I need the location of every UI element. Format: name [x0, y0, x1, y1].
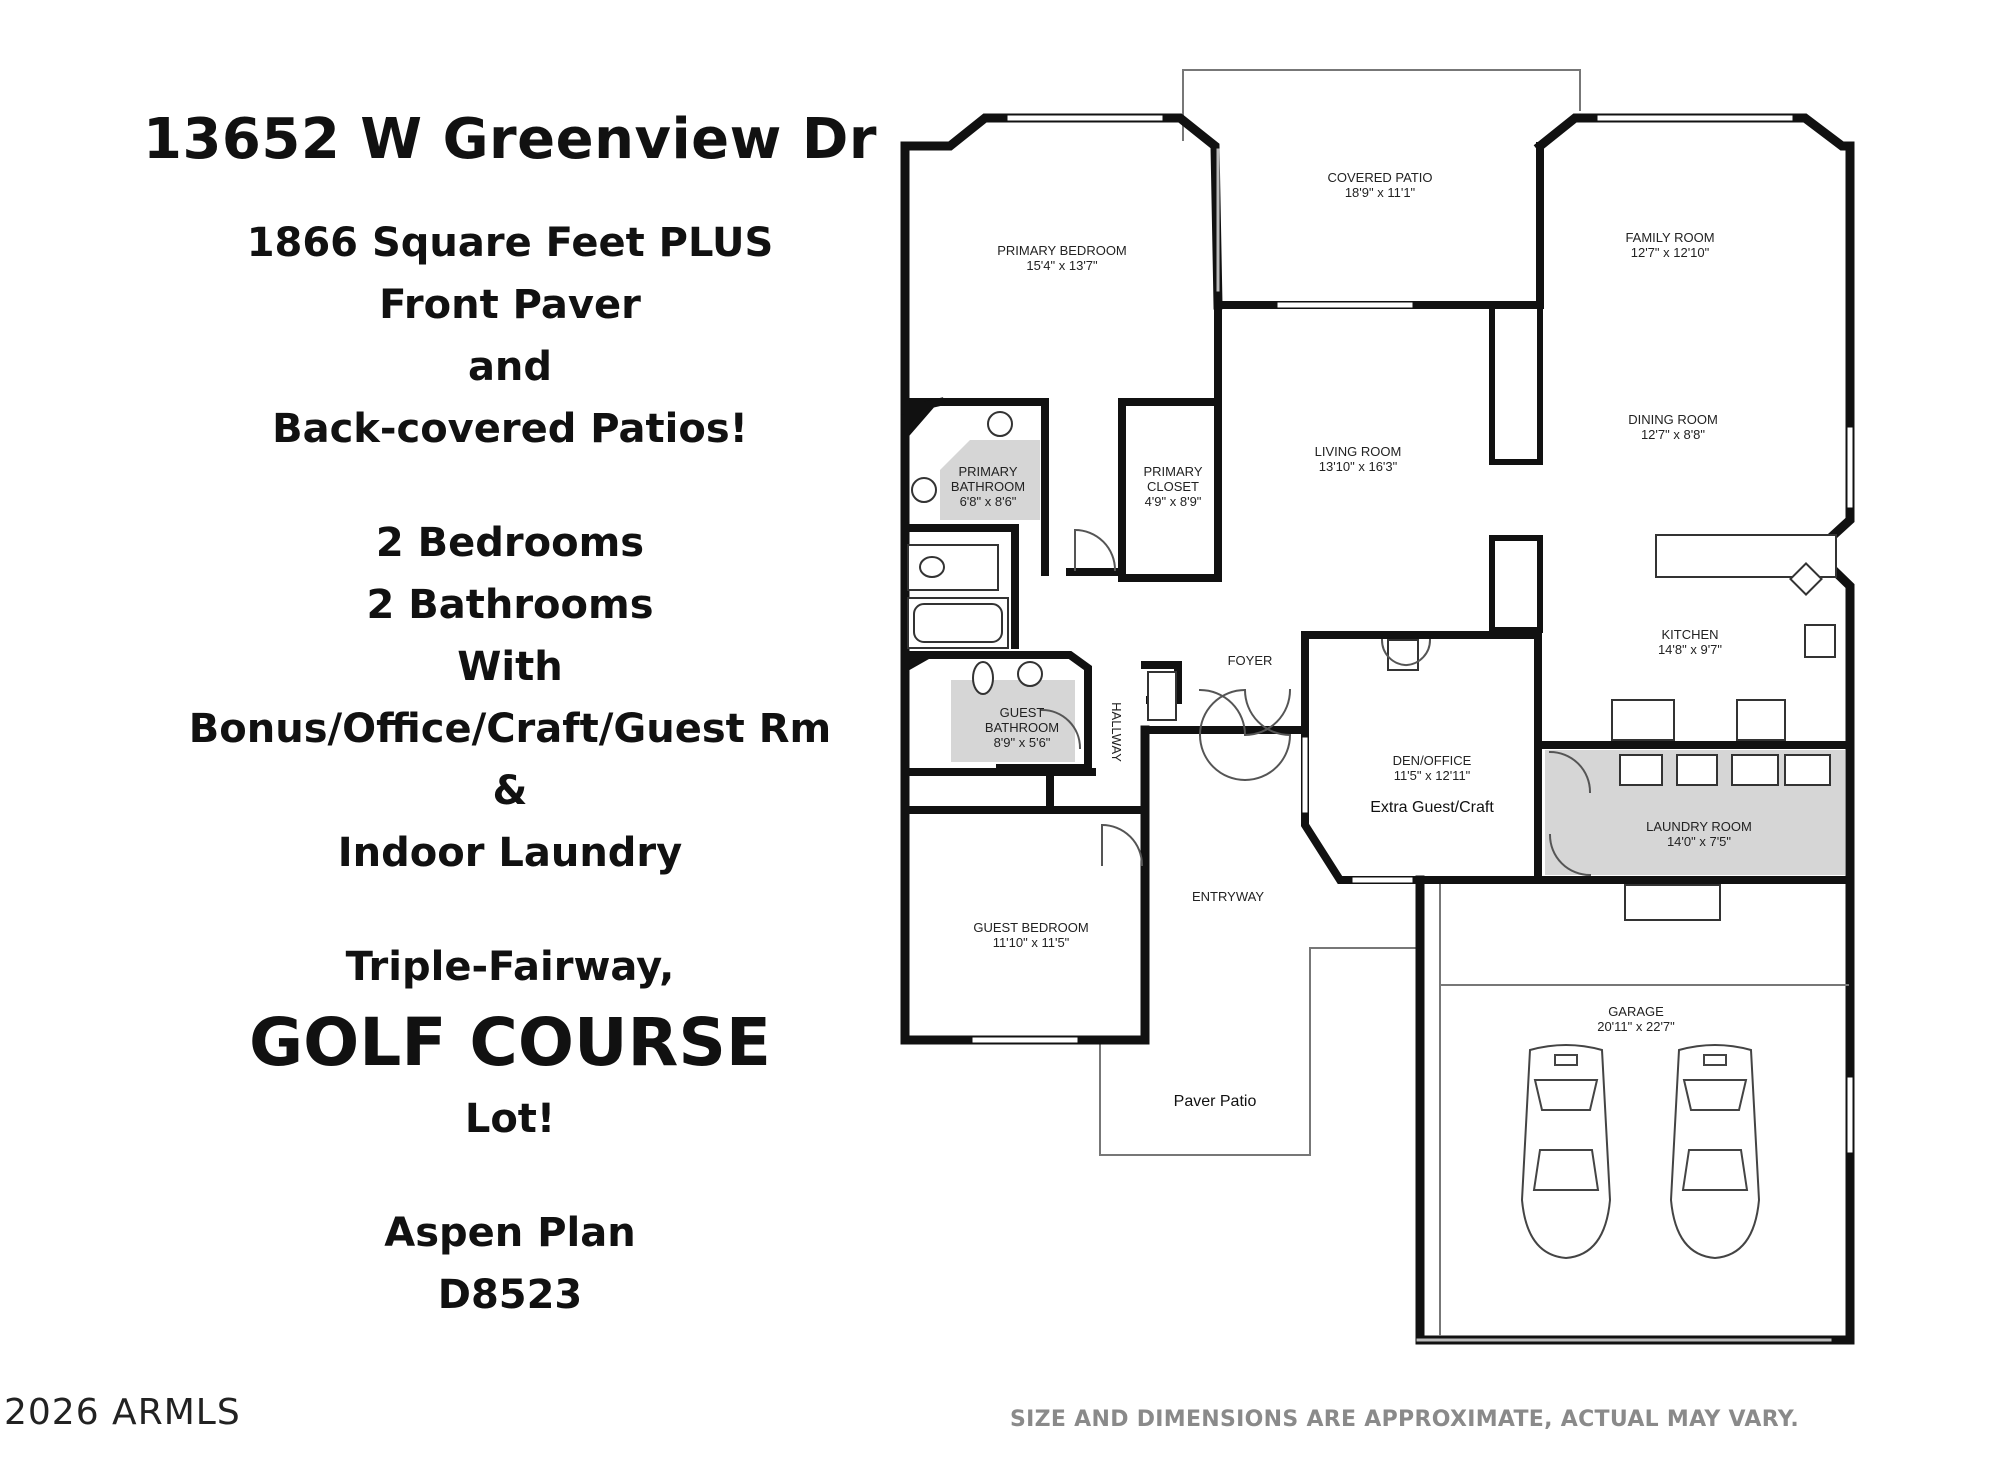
feature-line: and: [467, 344, 553, 390]
room-name: PRIMARY BEDROOM: [997, 243, 1127, 258]
room-size: 14'0" x 7'5": [1666, 834, 1732, 849]
room-size: 11'10" x 11'5": [992, 935, 1070, 950]
copyright-notice: 2026 ARMLS: [4, 1392, 241, 1433]
feature-line: Indoor Laundry: [337, 830, 683, 876]
room-name: LIVING ROOM: [1314, 444, 1402, 459]
garage-lines: [1440, 885, 1848, 1335]
golf-course-headline: GOLF COURSE: [249, 1004, 771, 1081]
feature-line: 2 Bathrooms: [366, 582, 654, 628]
feature-line: With: [457, 644, 563, 690]
room-name: DINING ROOM: [1628, 412, 1718, 427]
room-name: CLOSET: [1146, 479, 1200, 494]
room-name: HALLWAY: [1109, 702, 1124, 762]
car-icon: [1522, 1045, 1610, 1258]
feature-line: Bonus/Office/Craft/Guest Rm: [188, 706, 832, 752]
room-name: DEN/OFFICE: [1392, 753, 1472, 768]
room-size: 12'7" x 12'10": [1630, 245, 1710, 260]
room-size: 20'11" x 22'7": [1597, 1019, 1675, 1034]
car-icon: [1671, 1045, 1759, 1258]
closet-corner: [905, 402, 938, 440]
room-name: BATHROOM: [950, 479, 1026, 494]
feature-line: Back-covered Patios!: [272, 406, 748, 452]
room-size: 12'7" x 8'8": [1640, 427, 1706, 442]
feature-line: Triple-Fairway,: [345, 944, 675, 990]
room-name: GARAGE: [1608, 1004, 1664, 1019]
feature-line: &: [492, 768, 528, 814]
room-name: BATHROOM: [984, 720, 1060, 735]
room-name: LAUNDRY ROOM: [1646, 819, 1752, 834]
room-size: 18'9" x 11'1": [1344, 185, 1416, 200]
feature-line: 2 Bedrooms: [375, 520, 645, 566]
room-name: Paver Patio: [1173, 1093, 1257, 1110]
room-labels: [951, 170, 1752, 1110]
feature-line: Aspen Plan: [384, 1210, 636, 1256]
room-name: COVERED PATIO: [1327, 170, 1433, 185]
room-size: 4'9" x 8'9": [1144, 494, 1202, 509]
room-name: KITCHEN: [1661, 627, 1719, 642]
room-name: FOYER: [1227, 653, 1273, 668]
feature-line: Lot!: [464, 1096, 556, 1142]
covered-patio-outline: [1183, 70, 1580, 140]
feature-line: D8523: [437, 1272, 583, 1318]
disclaimer-text: SIZE AND DIMENSIONS ARE APPROXIMATE, ACTUAL MAY VARY.: [1010, 1407, 1799, 1432]
room-size: 13'10" x 16'3": [1318, 459, 1398, 474]
feature-line: 1866 Square Feet PLUS: [246, 220, 774, 266]
address-title: 13652 W Greenview Dr: [142, 107, 877, 172]
room-note: Extra Guest/Craft: [1370, 799, 1494, 816]
room-name: GUEST: [999, 705, 1045, 720]
room-name: FAMILY ROOM: [1625, 230, 1715, 245]
room-size: 11'5" x 12'11": [1393, 768, 1471, 783]
room-name: PRIMARY: [1143, 464, 1203, 479]
room-size: 15'4" x 13'7": [1026, 258, 1098, 273]
room-size: 8'9" x 5'6": [993, 735, 1051, 750]
room-name: GUEST BEDROOM: [973, 920, 1089, 935]
room-size: 14'8" x 9'7": [1657, 642, 1723, 657]
room-name: ENTRYWAY: [1192, 889, 1264, 904]
room-name: PRIMARY: [958, 464, 1018, 479]
feature-line: Front Paver: [379, 282, 641, 328]
room-size: 6'8" x 8'6": [959, 494, 1017, 509]
